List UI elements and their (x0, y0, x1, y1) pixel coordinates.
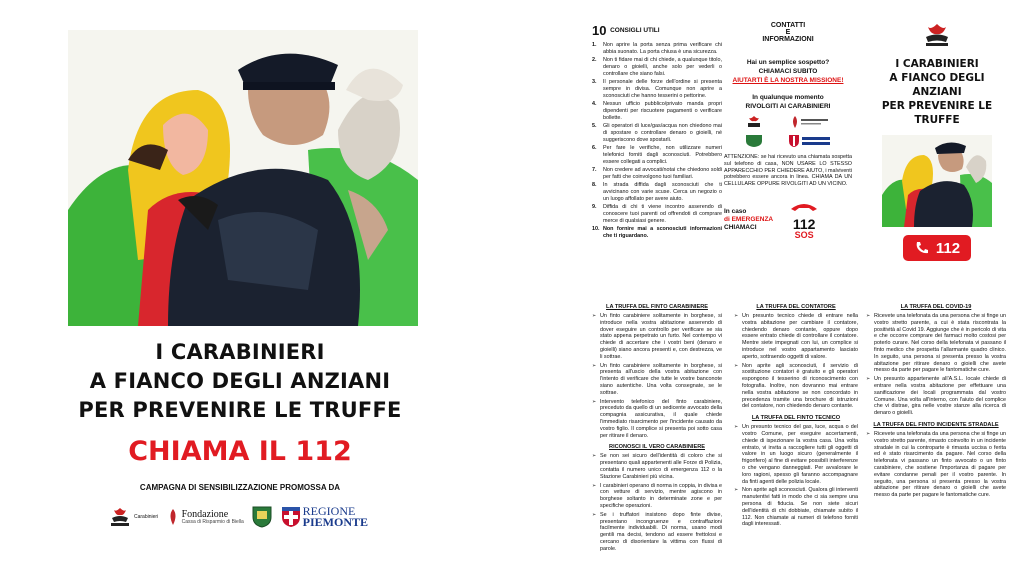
brochure-sheet (566, 8, 1014, 580)
regione-label: REGIONE (302, 504, 356, 518)
list-item: ➢ Non aprite agli sconosciuti, il servizio di sostituzione contatori è gratuito e gli operatori espongono il tesserino di riconoscimento con fotografia. Inoltre, non dovranno mai entrare nella vostra abitazione se non concordato in precedenza tramite una brochure di istruzioni del contatore, non chiedendo denaro contante. (734, 362, 858, 410)
phone-icon (914, 240, 930, 256)
piemonte-shield-icon (788, 134, 832, 148)
poster-title-line-3: PER PREVENIRE LE TRUFFE (78, 398, 402, 422)
emergency-text: In caso di EMERGENZA CHIAMACI (724, 207, 774, 231)
carabinieri-logo (108, 506, 158, 528)
cover-title: I CARABINIERI A FIANCO DEGLI ANZIANI PER PREVENIRE LE TRUFFE (881, 58, 993, 126)
campaign-caption: CAMPAGNA DI SENSIBILIZZAZIONE PROMOSSA DA (139, 483, 341, 492)
section-title: LA TRUFFA DEL CONTATORE (756, 304, 836, 310)
tip-item: 5. Gli operatori di luce/gas/acqua non chiedono mai di spostare o controllare denaro o gioielli, né suggeriscono dove spostarli. (592, 123, 722, 143)
section-fake-carabiniere (592, 304, 722, 555)
list-item: ➢ Un presunto tecnico del gas, luce, acqua o del vostro Comune, per eseguire accertamenti, chiede di ispezionare la vostra casa. Una volta entrato, vi invita a raccogliere tutti gli oggetti di valore in un luogo sicuro (generalmente il frigorifero) al fine di evitare possibili interferenze o che vengano danneggiati. Per avvalorare le loro ragioni, spesso gli faranno accompagnare da finti agenti delle polizia locale. (734, 424, 858, 485)
list-item: ➢ Se i truffatori insistono dopo finte divise, presentano incongruenze e contraffazioni facilmente individuabili. Di norma, usano modi gentili ma decisi, tendono ad essere frettolosi e cercano di disorientare la vittima con flussi di parole. (592, 511, 722, 552)
cover-112-badge: 112 (903, 235, 971, 261)
phone-icon (789, 201, 819, 213)
tips-list (592, 42, 722, 240)
tip-item: 7. Non credere ad avvocati/notai che chiedono soldi per fatti che coinvolgono tuoi familiari. (592, 167, 722, 180)
fondazione-logo (166, 507, 244, 527)
tip-item: 1. Non aprire la porta senza prima verificare chi abbia suonato. La porta chiusa è una sicurezza. (592, 42, 722, 55)
section-subtitle: LA TRUFFA DEL FINTO INCIDENTE STRADALE (873, 421, 999, 428)
section-title: LA TRUFFA DEL COVID-19 (900, 304, 972, 310)
list-item: ➢ Se non sei sicuro dell'identità di coloro che si presentano quali appartenenti alle Forze di Polizia, contatta il numero unico di emergenza 112 o la Stazione Carabinieri più vicina. (592, 453, 722, 480)
tips-panel (592, 22, 722, 242)
contacts-title-1: CONTATTI (770, 22, 806, 29)
sos-badge: 112 SOS (789, 200, 819, 240)
section-meter-scam (734, 304, 858, 530)
regione-piemonte-logo (281, 506, 368, 528)
carabinieri-emblem-icon (746, 115, 762, 129)
tip-item: 3. Il personale delle forze dell'ordine si presenta sempre in divisa. Comunque non aprire a sconosciuti che hanno tesserini o pettorine. (592, 79, 722, 99)
coat-of-arms-icon (744, 134, 764, 148)
tip-item: 9. Diffida di chi ti viene incontro asserendo di conoscere tuoi parenti od offrendoti di comprare merce di qualsiasi genere. (592, 204, 722, 224)
tips-number: 10 (592, 23, 607, 39)
section-covid-scam (866, 304, 1006, 501)
attention-text: ATTENZIONE: se hai ricevuto una chiamata sospetta sul telefono di casa, NON USARE LO STESSO APPARECCHIO PER CHIEDERE AIUTO, i malviventi potrebbero essere ancora in linea. CHIAMA DA UN CELLULARE OPPURE RIVOLGITI AD UN VICINO. (724, 154, 853, 188)
section-subtitle: RICONOSCI IL VERO CARABINIERE (609, 444, 705, 451)
emergency-box (724, 200, 852, 240)
piemonte-shield-icon (281, 506, 301, 528)
turn-to-carabinieri: RIVOLGITI AI CARABINIERI (745, 103, 831, 110)
contacts-logos-2 (732, 134, 844, 148)
contacts-logos (732, 115, 844, 129)
municipality-logo (251, 505, 273, 529)
contacts-title-2: E (785, 29, 791, 36)
tip-item: 4. Nessun ufficio pubblico/privato manda propri dipendenti per riscuotere pagamenti o verificare bollette. (592, 101, 722, 121)
fondazione-mark-icon (166, 507, 180, 527)
poster-title-line-1: I CARABINIERI (155, 340, 325, 364)
list-item: ➢ Un presunto tecnico chiede di entrare nella vostra abitazione per cambiare il contatore, chiedendo denaro contante, oppure dopo essere entrato chiede di controllare il contatore. Mentre siete impegnati con lui, un complice si introduce nel vostro appartamento lasciato aperto, sottraendo oggetti di valore. (734, 313, 858, 360)
mission-line: AIUTARTI È LA NOSTRA MISSIONE! (732, 77, 844, 84)
call-us-now: CHIAMACI SUBITO (758, 68, 818, 75)
brochure-cover (862, 22, 1012, 261)
tip-item: 2. Non ti fidare mai di chi chiede, a qualunque titolo, denaro o gioielli, anche solo per vederli o controllare che siano falsi. (592, 57, 722, 77)
contacts-panel (724, 22, 852, 240)
suspicion-question: Hai un semplice sospetto? (746, 59, 830, 66)
coat-of-arms-icon (251, 505, 273, 529)
section-title: LA TRUFFA DEL FINTO CARABINIERE (606, 304, 708, 310)
cover-illustration (882, 135, 992, 227)
poster-title-line-2: A FIANCO DEGLI ANZIANI (89, 369, 391, 393)
carabinieri-emblem-icon (920, 22, 954, 48)
tips-title (592, 22, 722, 38)
sponsor-logos (108, 500, 368, 534)
tips-title-text: CONSIGLI UTILI (610, 27, 660, 35)
list-item: ➢ Un finto carabiniere solitamente in borghese, si presenta all'uscio della vostra abitazione con l'intento di verificare che tutte le vostre banconote siano autentiche. Una volta consegnate, se le sottrae. (592, 362, 722, 396)
section-subtitle: LA TRUFFA DEL FINTO TECNICO (751, 415, 841, 422)
list-item: ➢ Intervento telefonico del finto carabiniere, preceduto da quello di un sedicente avvocato della compagnia assicurativa, il quale chiede l'immediato risarcimento per l'incidente causato da vostro figlio. Il complice si presenta poi sotto casa per ritirare il denaro. (592, 398, 722, 439)
fondazione-subtitle: Cassa di Risparmio di Biella (181, 518, 244, 525)
any-moment-line: In qualunque momento (752, 94, 824, 101)
carabinieri-emblem-icon (108, 506, 132, 528)
list-item: ➢ Ricevete una telefonata da una persona che si finge un vostro stretto parente, a cui è stata riscontrata la positività al Covid 19. Aggiunge che è in pericolo di vita e che occorre comprare dei farmaci molto costosi per poterlo curare. Nel corso della telefonata vi passano il finto medico che prospetta l'allarmante quadro clinico. In seguito, una persona si presenta presso la vostra abitazione per ritirare denaro o gioielli che avete messo da parte per pagare le fantomatiche cure. (866, 313, 1006, 374)
list-item: ➢ Un presunto appartenente all'A.S.L. locale chiede di entrare nella vostra abitazione per effettuare una sanificazione dei locali programmata dal vostro Comune. Una volta all'interno, con l'aiuto del complice che vi distrae, gira nelle vostre stanze alla ricerca di denaro o gioielli. (866, 376, 1006, 417)
list-item: ➢ Ricevete una telefonata da una persona che si finge un vostro stretto parente, rimasto coinvolto in un incidente stradale in cui la controparte è rimasta uccisa o ferita ed è stato risarcimento da pagare. Nel corso della telefonata vi passano un finto avvocato o un finto carabiniere, che sostiene l'importanza di pagare per evitare condanne penali per il vostro parente. In seguito, una persona si presenta presso la vostra abitazione per ritirare denaro o gioielli che avete messo da parte per pagare le fantomatiche cure. (866, 430, 1006, 499)
poster-front (0, 0, 470, 580)
contacts-title-3: INFORMAZIONI (762, 36, 814, 43)
list-item: ➢ I carabinieri operano di norma in coppia, in divisa e con vetture di servizio, mentre agiscono in borghese soltanto in determinate zone e per specifiche operazioni. (592, 482, 722, 509)
list-item: ➢ Un finto carabiniere solitamente in borghese, si introduce nella vostra abitazione asserendo di dover eseguire un controllo per verificare se sia stato appena perpetrato un furto. Nel contempo vi chiede di accertare che i vostri beni (denaro e gioielli) siano ancora presenti e, con destrezza, ve li sottrae. (592, 313, 722, 360)
poster-illustration (68, 30, 418, 326)
call-to-action: CHIAMA IL 112 (128, 436, 352, 467)
fondazione-name: Fondazione (181, 508, 229, 520)
tip-item: 10. Non fornire mai a sconosciuti informazioni che ti riguardano. (592, 226, 722, 240)
carabinieri-cover-logo (862, 22, 1012, 53)
list-item: ➢ Non aprite agli sconosciuti. Qualora gli interventi manutentivi fatti in modo che ci sia sempre una persona di fiducia. Se non siete sicuri dell'identità di chi dobbiate, chiamate subito il 112. Non chiamate ai numeri di telefono forniti dagli interessati. (734, 487, 858, 528)
carabinieri-logo-text: Carabinieri (134, 514, 159, 520)
tip-item: 8. In strada diffida dagli sconosciuti che ti avvicinano con varie scuse. Cerca un negozio o un luogo affollato per avere aiuto. (592, 182, 722, 202)
piemonte-label: PIEMONTE (302, 515, 368, 529)
fondazione-mark-icon (790, 115, 830, 129)
tip-item: 6. Per fare le verifiche, non utilizzare numeri telefonici forniti dagli sconosciuti. Potrebbero essere collegati a complici. (592, 145, 722, 165)
